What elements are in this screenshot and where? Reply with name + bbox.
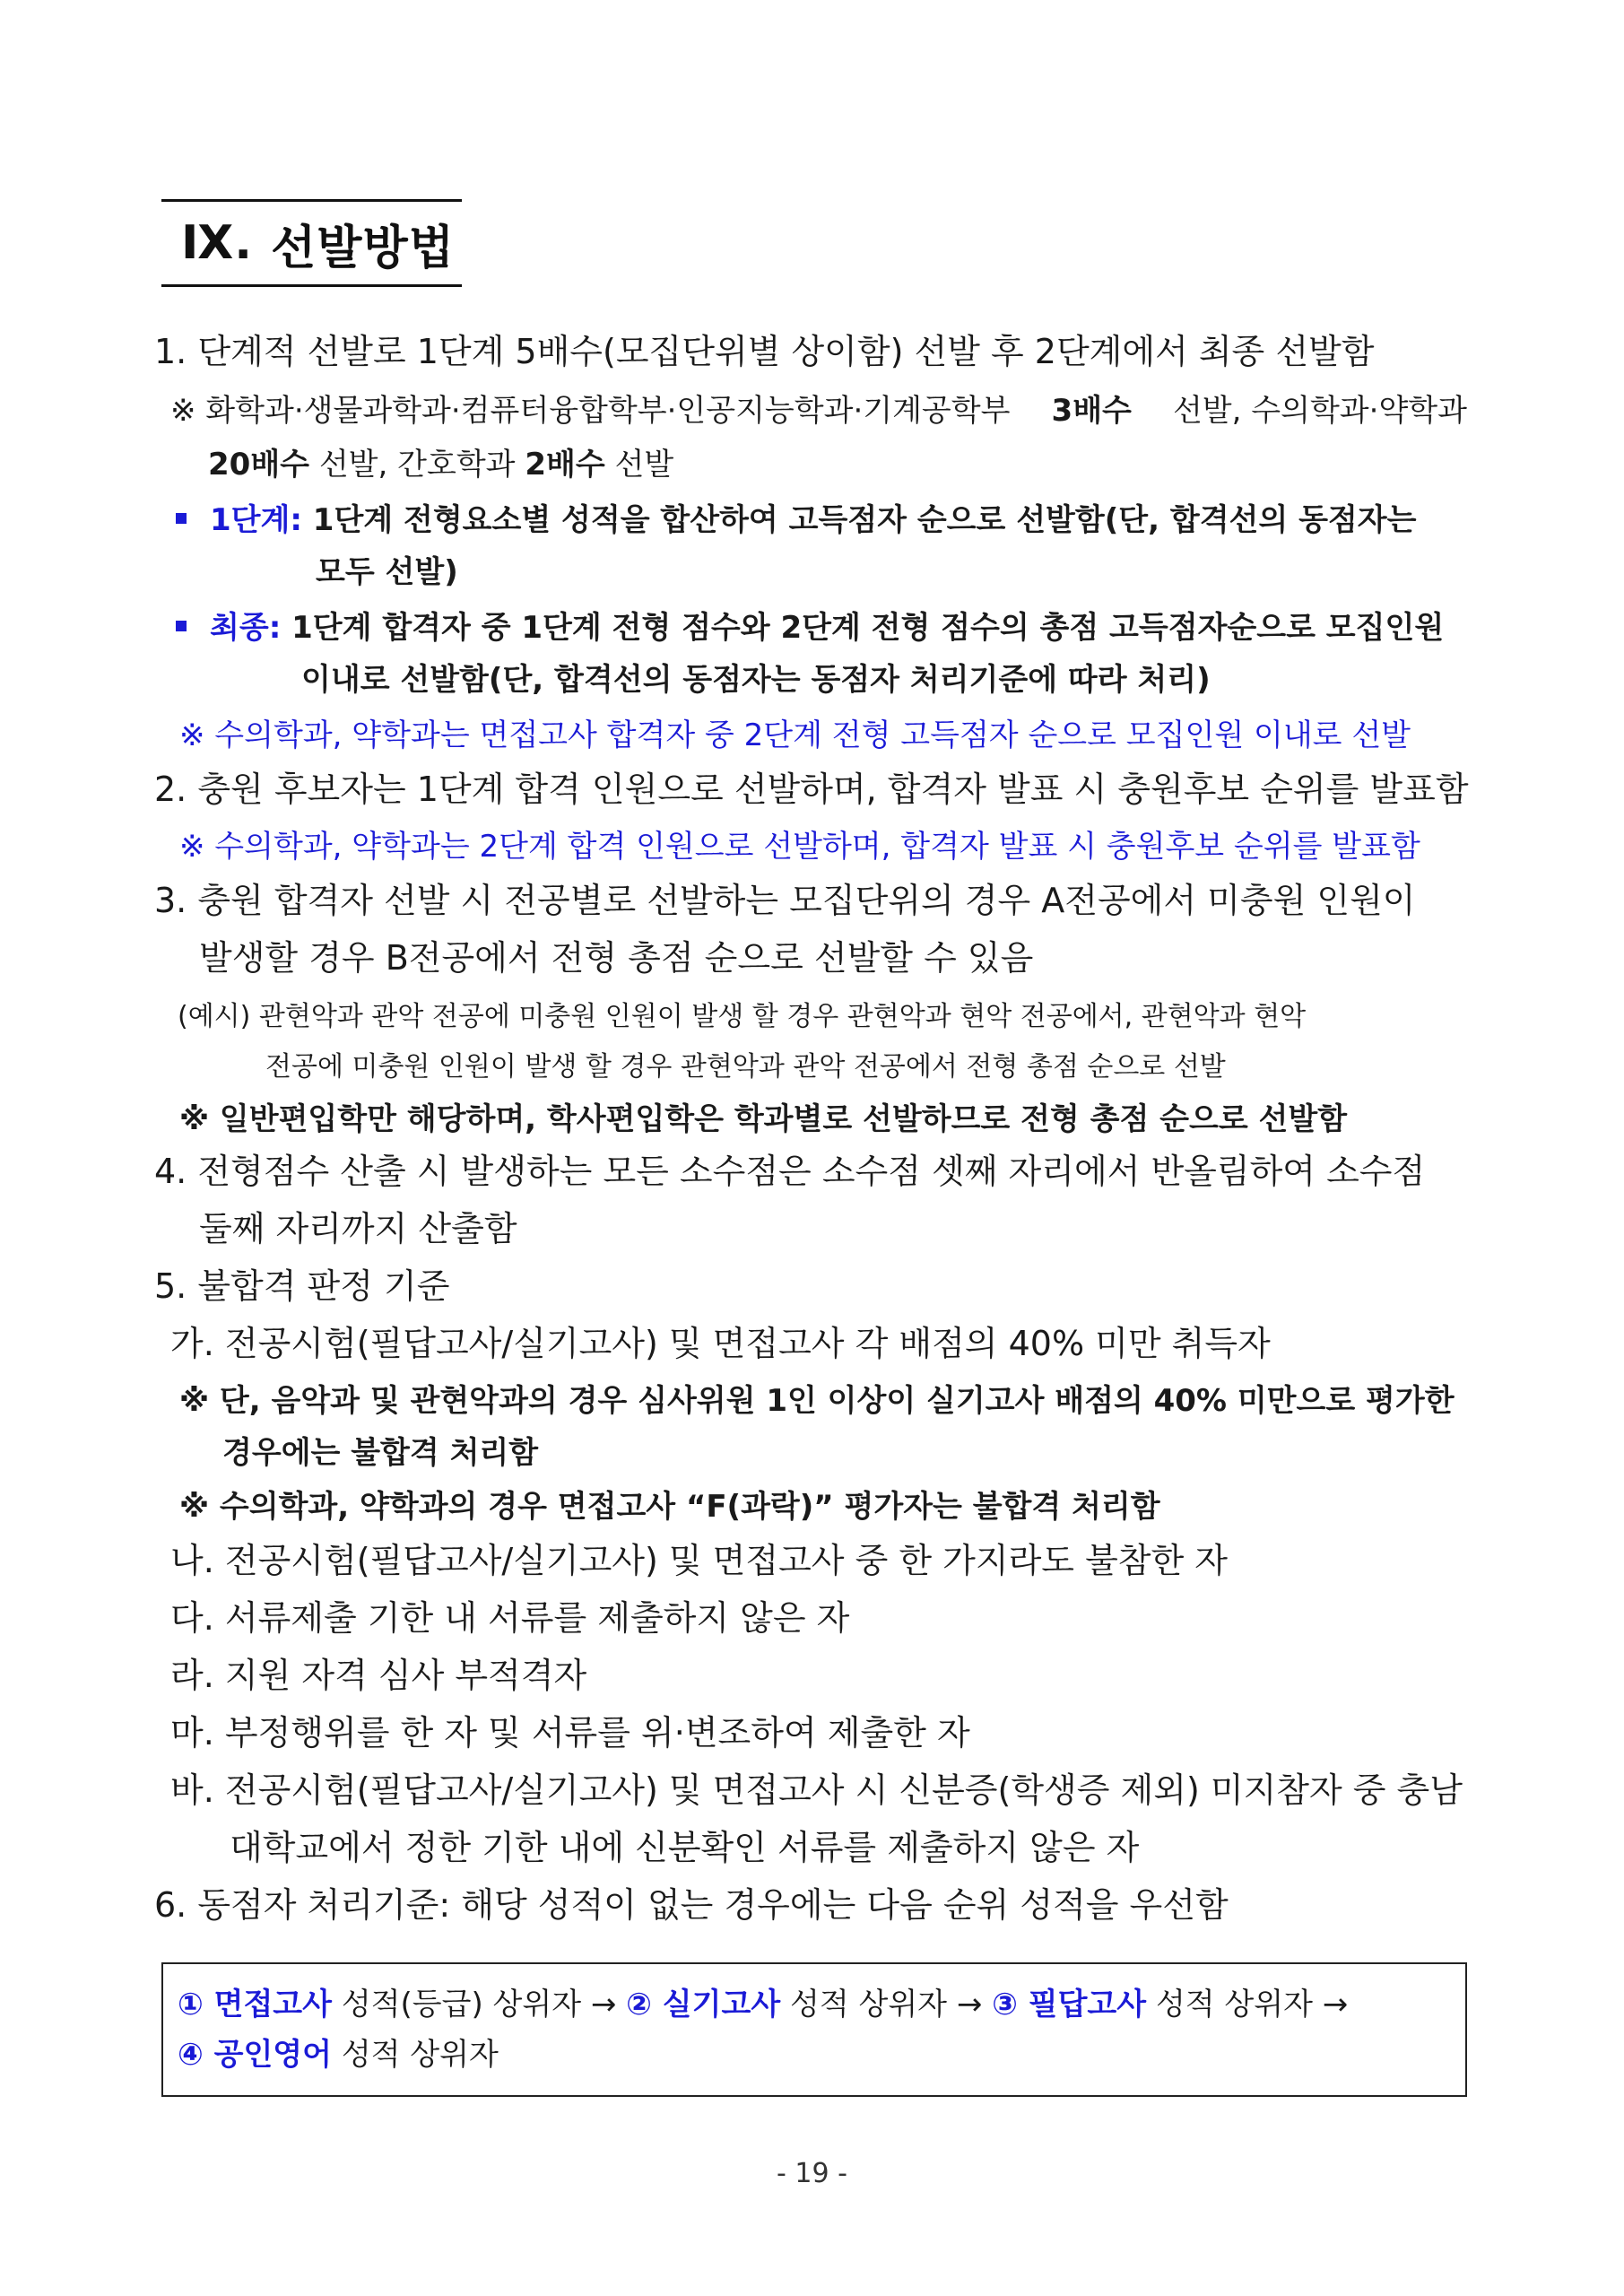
item-4b: 둘째 자리까지 산출함 bbox=[199, 1209, 517, 1248]
note-1c: ※ 수의학과, 약학과는 면접고사 합격자 중 2단계 전형 고득점자 순으로 모집인원 이내로 선발 bbox=[179, 718, 1411, 753]
note-ga-2: 경우에는 불합격 처리함 bbox=[222, 1435, 539, 1471]
item-3b: 발생할 경우 B전공에서 전형 총점 순으로 선발할 수 있음 bbox=[199, 938, 1034, 978]
criteria-na: 나. 전공시험(필답고사/실기고사) 및 면접고사 중 한 가지라도 불참한 자 bbox=[170, 1541, 1228, 1580]
tiebreak-row-1: ① 면접고사 성적(등급) 상위자 → ② 실기고사 성적 상위자 → ③ 필답고사 성적 상위자 → bbox=[178, 1987, 1349, 2022]
note-3: ※ 일반편입학만 해당하며, 학사편입학은 학과별로 선발하므로 전형 총점 순으로 선발함 bbox=[179, 1101, 1348, 1137]
stage-final-cont: 이내로 선발함(단, 합격선의 동점자는 동점자 처리기준에 따라 처리) bbox=[301, 662, 1211, 698]
criteria-ma: 마. 부정행위를 한 자 및 서류를 위·변조하여 제출한 자 bbox=[170, 1713, 970, 1752]
section-title: 선발방법 bbox=[271, 221, 455, 275]
section-heading bbox=[161, 199, 462, 287]
square-bullet-icon bbox=[176, 513, 187, 524]
criteria-da: 다. 서류제출 기한 내 서류를 제출하지 않은 자 bbox=[170, 1598, 850, 1638]
note-2: ※ 수의학과, 약학과는 2단계 합격 인원으로 선발하며, 합격자 발표 시 충원후보 순위를 발표함 bbox=[179, 829, 1420, 865]
tiebreak-row-2: ④ 공인영어 성적 상위자 bbox=[178, 2037, 499, 2073]
criteria-ba-1: 바. 전공시험(필답고사/실기고사) 및 면접고사 시 신분증(학생증 제외) 미지참자 중 충남 bbox=[170, 1770, 1463, 1810]
item-6: 6. 동점자 처리기준: 해당 성적이 없는 경우에는 다음 순위 성적을 우선함 bbox=[154, 1885, 1229, 1925]
square-bullet-icon bbox=[176, 621, 187, 631]
section-numeral: Ⅸ. bbox=[181, 216, 254, 270]
example-2: 전공에 미충원 인원이 발생 할 경우 관현악과 관악 전공에서 전형 총점 순으로 선발 bbox=[265, 1051, 1226, 1083]
note-ga-3: ※ 수의학과, 약학과의 경우 면접고사 “F(과락)” 평가자는 불합격 처리함 bbox=[179, 1489, 1160, 1525]
note-1a: ※ 화학과·생물과학과·컴퓨터융합학부·인공지능학과·기계공학부 3배수 선발, 수의학과·약학과 bbox=[170, 393, 1467, 429]
item-1: 1. 단계적 선발로 1단계 5배수(모집단위별 상이함) 선발 후 2단계에서 최종 선발함 bbox=[154, 332, 1375, 371]
item-5: 5. 불합격 판정 기준 bbox=[154, 1266, 450, 1306]
criteria-ba-2: 대학교에서 정한 기한 내에 신분확인 서류를 제출하지 않은 자 bbox=[230, 1828, 1140, 1867]
stage-1: 1단계: 1단계 전형요소별 성적을 합산하여 고득점자 순으로 선발함(단, 합격선의 동점자는 bbox=[176, 499, 1416, 542]
tiebreak-box bbox=[161, 1962, 1467, 2097]
stage-final: 최종: 1단계 합격자 중 1단계 전형 점수와 2단계 전형 점수의 총점 고득점자순으로 모집인원 bbox=[176, 606, 1444, 649]
example-1: (예시) 관현악과 관악 전공에 미충원 인원이 발생 할 경우 관현악과 현악 전공에서, 관현악과 현악 bbox=[178, 1001, 1307, 1032]
item-3a: 3. 충원 합격자 선발 시 전공별로 선발하는 모집단위의 경우 A전공에서 미충원 인원이 bbox=[154, 881, 1416, 920]
criteria-ra: 라. 지원 자격 심사 부적격자 bbox=[170, 1656, 587, 1695]
item-4a: 4. 전형점수 산출 시 발생하는 모든 소수점은 소수점 셋째 자리에서 반올림하여 소수점 bbox=[154, 1152, 1426, 1191]
note-1b: 20배수 선발, 간호학과 2배수 선발 bbox=[208, 447, 674, 483]
item-2: 2. 충원 후보자는 1단계 합격 인원으로 선발하며, 합격자 발표 시 충원후보 순위를 발표함 bbox=[154, 770, 1469, 809]
note-ga-1: ※ 단, 음악과 및 관현악과의 경우 심사위원 1인 이상이 실기고사 배점의 40% 미만으로 평가한 bbox=[179, 1383, 1455, 1419]
page-number: - 19 - bbox=[777, 2158, 847, 2189]
stage-1-cont: 모두 선발) bbox=[316, 554, 458, 590]
criteria-ga: 가. 전공시험(필답고사/실기고사) 및 면접고사 각 배점의 40% 미만 취득자 bbox=[170, 1324, 1271, 1363]
